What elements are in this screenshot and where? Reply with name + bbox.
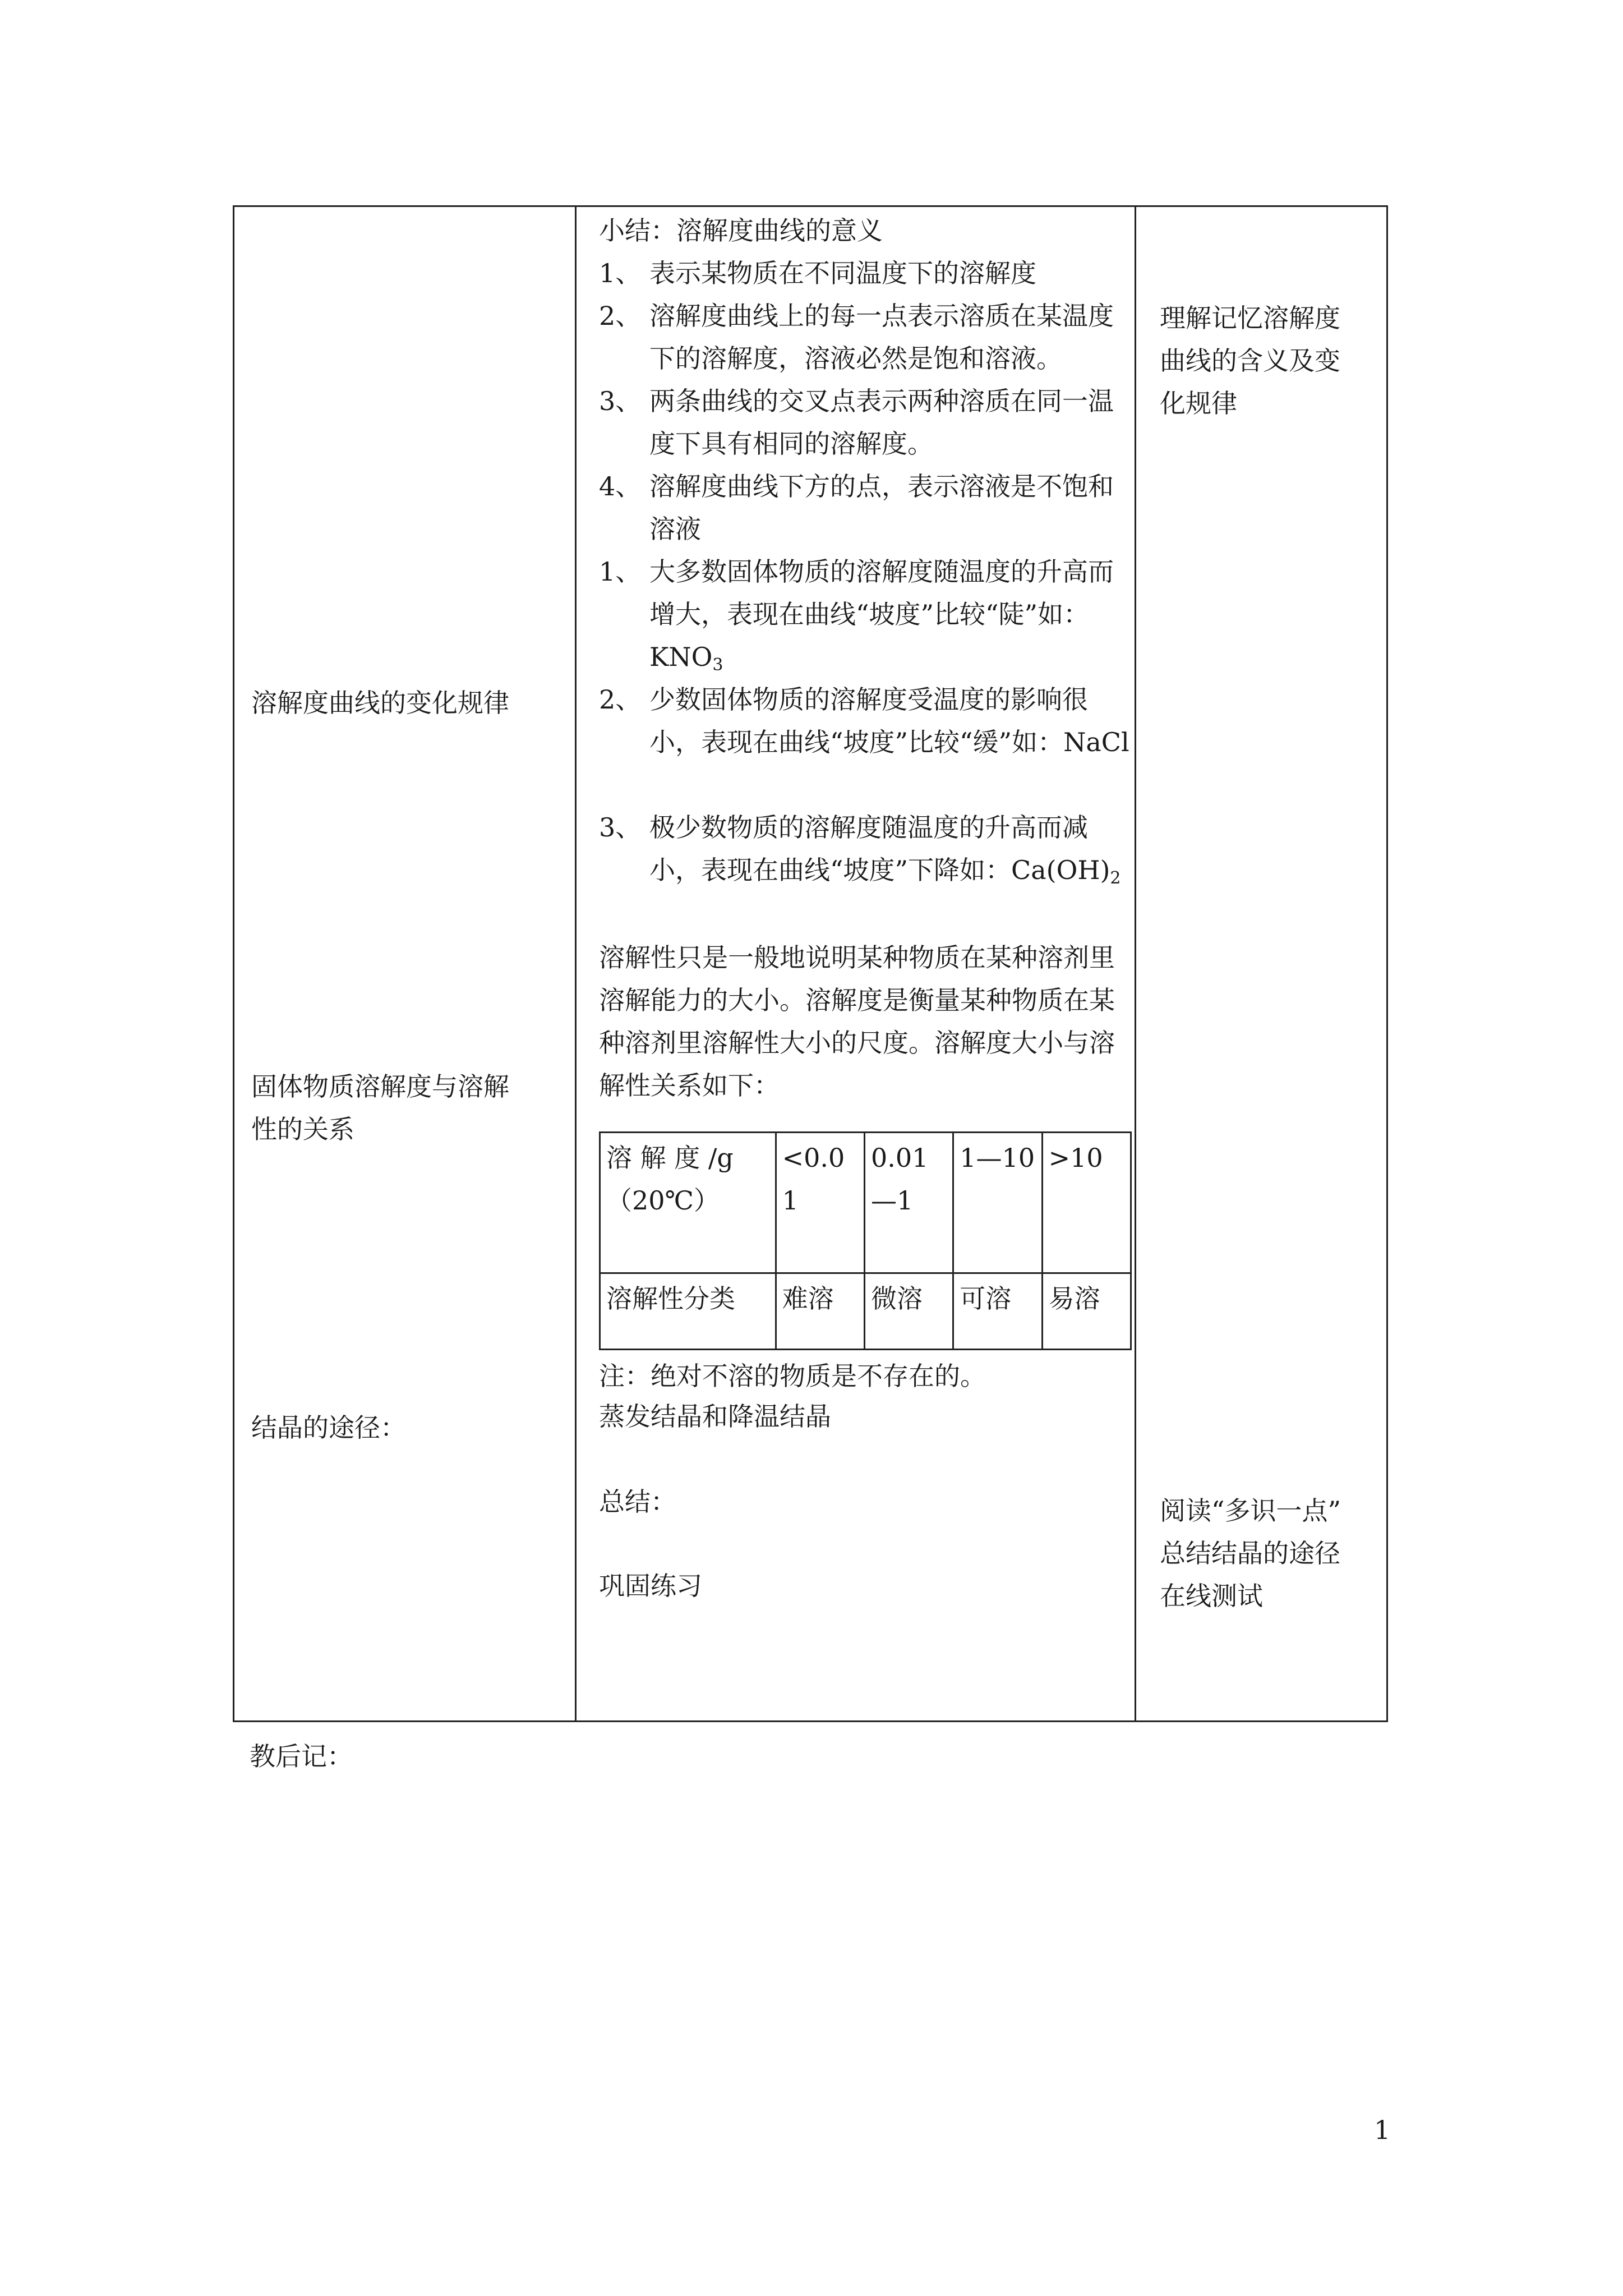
topic-relation-line1: 固体物质溶解度与溶解	[251, 1071, 509, 1102]
formula-subscript: 3	[712, 655, 723, 675]
topic-crystal: 结晶的途径：	[251, 1412, 406, 1443]
note-text: 注：绝对不溶的物质是不存在的。	[599, 1361, 986, 1391]
formula: Ca(OH)	[1011, 855, 1110, 885]
item-number: 3、	[599, 386, 642, 416]
topic-relation-line2: 性的关系	[251, 1114, 354, 1144]
activity-understand-line: 曲线的含义及变	[1160, 346, 1340, 376]
table-cell: <0.01	[776, 1133, 864, 1273]
table-row	[600, 1273, 1131, 1350]
column-divider-left	[575, 207, 577, 1720]
activity-understand-line: 化规律	[1160, 388, 1237, 418]
solubility-table	[599, 1131, 1132, 1350]
item-text: 溶解度曲线上的每一点表示溶质在某温度下的溶解度，溶液必然是饱和溶液。	[649, 301, 1114, 374]
table-cell: 易溶	[1042, 1273, 1131, 1350]
item-text: 大多数固体物质的溶解度随温度的升高而增大，表现在曲线“坡度”比较“陡”如：	[649, 556, 1114, 629]
table-cell: 难溶	[776, 1273, 864, 1350]
item-text: 溶解度曲线下方的点，表示溶液是不饱和溶液	[649, 471, 1114, 544]
item-number: 1、	[599, 556, 642, 587]
table-cell: 可溶	[953, 1273, 1042, 1350]
item-text: 表示某物质在不同温度下的溶解度	[649, 258, 1036, 288]
activity-understand-line: 理解记忆溶解度	[1160, 303, 1340, 333]
item-text: 极少数物质的溶解度随温度的升高而减小，表现在曲线“坡度”下降如：	[649, 812, 1088, 885]
activity-read-line: 在线测试	[1160, 1581, 1263, 1611]
lesson-table	[233, 205, 1388, 1722]
summary-title: 小结：溶解度曲线的意义	[599, 215, 883, 246]
table-row	[600, 1133, 1131, 1273]
item-number: 4、	[599, 471, 642, 501]
table-cell: 溶 解 度 /g（20℃）	[600, 1133, 776, 1273]
item-text: 少数固体物质的溶解度受温度的影响很小，表现在曲线“坡度”比较“缓”如：	[649, 684, 1088, 757]
table-cell: 0.01—1	[864, 1133, 953, 1273]
formula: NaCl	[1063, 727, 1129, 757]
table-cell: 微溶	[864, 1273, 953, 1350]
item-number: 2、	[599, 684, 642, 715]
post-lesson-notes-label: 教后记：	[250, 1741, 353, 1772]
formula: KNO	[649, 642, 713, 672]
formula-subscript: 2	[1110, 868, 1121, 888]
item-text: 两条曲线的交叉点表示两种溶质在同一温度下具有相同的溶解度。	[649, 386, 1114, 459]
topic-curve-law: 溶解度曲线的变化规律	[251, 688, 509, 718]
relation-paragraph: 溶解性只是一般地说明某种物质在某种溶剂里溶解能力的大小。溶解度是衡量某种物质在某种溶剂里溶解性大小的尺度。溶解度大小与溶解性关系如下：	[599, 942, 1115, 1101]
item-number: 3、	[599, 812, 642, 843]
practice-label: 巩固练习	[599, 1571, 702, 1601]
crystal-methods: 蒸发结晶和降温结晶	[599, 1401, 831, 1432]
table-cell: 溶解性分类	[600, 1273, 776, 1350]
item-number: 1、	[599, 258, 642, 288]
activity-read-line: 总结结晶的途径	[1160, 1538, 1340, 1568]
table-cell: 1—10	[953, 1133, 1042, 1273]
column-divider-right	[1135, 207, 1136, 1720]
activity-read-line: 阅读“多识一点”	[1160, 1496, 1341, 1526]
conclusion-label: 总结：	[599, 1487, 676, 1517]
item-number: 2、	[599, 301, 642, 331]
table-cell: >10	[1042, 1133, 1131, 1273]
page-number: 1	[1374, 2115, 1391, 2145]
